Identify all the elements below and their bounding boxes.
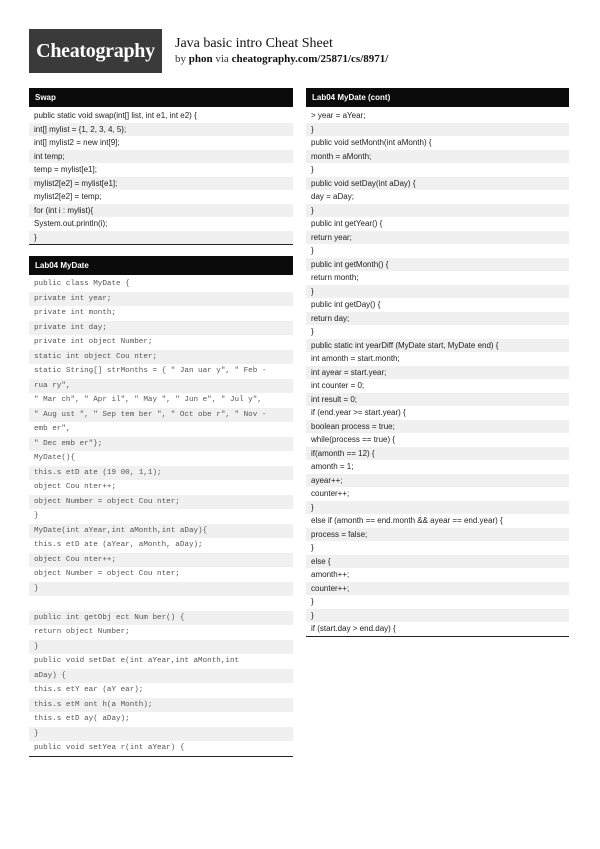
code-line: return day; (306, 312, 569, 326)
code-line: public void setMonth(int aMonth) { (311, 138, 432, 147)
code-line: object Number = object Cou nter; (29, 495, 293, 510)
code-line: } (311, 165, 314, 174)
code-line: counter++; (311, 489, 350, 498)
code-line: } (29, 582, 293, 597)
code-line: temp = mylist[e1]; (34, 165, 97, 174)
code-line: MyDate(){ (34, 454, 76, 462)
sheet-title: Java basic intro Cheat Sheet (175, 36, 333, 51)
code-line: int temp; (29, 150, 293, 164)
code-line: emb er", (34, 425, 71, 433)
code-line: } (306, 609, 569, 623)
code-line: for (int i : mylist){ (29, 204, 293, 218)
code-line: process = false; (306, 528, 569, 542)
code-line: " Mar ch", " Apr il", " May ", " Jun e", " Jul y", (34, 396, 262, 404)
code-line: } (29, 231, 293, 245)
code-line: while(process == true) { (311, 435, 396, 444)
code-line: return object Number; (34, 628, 130, 636)
code-line: > year = aYear; (311, 111, 366, 120)
code-line: System.out.println(i); (34, 219, 108, 228)
code-line: aDay) { (29, 669, 293, 684)
code-line: } (34, 512, 39, 520)
code-line: " Aug ust ", " Sep tem ber ", " Oct obe r", " Nov - (29, 408, 293, 423)
code-block (29, 107, 293, 244)
code-line: counter++; (306, 582, 569, 596)
code-line: private int object Number; (34, 338, 153, 346)
code-line: public static int yearDiff (MyDate start, MyDate end) { (306, 339, 569, 353)
code-line: object Cou nter++; (34, 483, 117, 491)
code-line: private int year; (29, 292, 293, 307)
code-line: public static void swap(int[] list, int e1, int e2) { (34, 111, 197, 120)
code-line: int result = 0; (306, 393, 569, 407)
author-link[interactable]: phon (188, 53, 213, 65)
code-block (29, 275, 293, 756)
code-line: else if (amonth == end.month && ayear == end.year) { (311, 516, 503, 525)
code-line: public void setDay(int aDay) { (306, 177, 569, 191)
code-line: this.s etY ear (aY ear); (34, 686, 144, 694)
code-line: public int getYear() { (311, 219, 383, 228)
code-line: int ayear = start.year; (306, 366, 569, 380)
code-line: ayear++; (306, 474, 569, 488)
code-line: static String[] strMonths = { " Jan uar y", " Feb - (34, 367, 267, 375)
code-line: public void setDat e(int aYear,int aMonth,int (34, 657, 240, 665)
code-line: public int getDay() { (311, 300, 381, 309)
code-line: public int getMonth() { (306, 258, 569, 272)
code-line: mylist2[e2] = temp; (34, 192, 102, 201)
cheatography-logo[interactable]: Cheatography (29, 29, 162, 73)
byline-via: via (215, 53, 229, 65)
section-title: Swap (29, 88, 293, 107)
lab04-mydate-cont-section (306, 88, 569, 637)
code-line: else { (306, 555, 569, 569)
code-line: if(amonth == 12) { (306, 447, 569, 461)
code-line: if (end.year >= start.year) { (311, 408, 406, 417)
code-line: int[] mylist = {1, 2, 3, 4, 5}; (29, 123, 293, 137)
code-line: private int day; (29, 321, 293, 336)
code-line: return year; (306, 231, 569, 245)
code-line: rua ry", (29, 379, 293, 394)
code-line: amonth = 1; (311, 462, 354, 471)
code-line: this.s etD ate (aYear, aMonth, aDay); (34, 541, 203, 549)
code-line: public int getObj ect Num ber() { (29, 611, 293, 626)
code-line: mylist2[e2] = mylist[e1]; (29, 177, 293, 191)
code-line: } (306, 204, 569, 218)
code-line: MyDate(int aYear,int aMonth,int aDay){ (29, 524, 293, 539)
code-line: } (306, 501, 569, 515)
code-line: private int month; (34, 309, 117, 317)
code-line: } (311, 543, 314, 552)
code-line: } (311, 246, 314, 255)
code-line: amonth++; (311, 570, 350, 579)
code-line (29, 596, 293, 611)
section-title: Lab04 MyDate (29, 256, 293, 275)
code-line: int counter = 0; (311, 381, 365, 390)
code-line: } (311, 327, 314, 336)
code-line: } (311, 597, 314, 606)
code-line: static int object Cou nter; (29, 350, 293, 365)
code-line: } (306, 285, 569, 299)
byline-by: by (175, 53, 186, 65)
section-title: Lab04 MyDate (cont) (306, 88, 569, 107)
code-line: " Dec emb er"}; (29, 437, 293, 452)
code-line: public void setYea r(int aYear) { (34, 744, 185, 752)
code-line: return month; (311, 273, 359, 282)
code-line: this.s etD ay( aDay); (34, 715, 130, 723)
code-block (306, 107, 569, 636)
sheet-url-link[interactable]: cheatography.com/25871/cs/8971/ (231, 53, 389, 65)
code-line: } (306, 123, 569, 137)
code-line: if (start.day > end.day) { (311, 624, 396, 633)
code-line: int amonth = start.month; (311, 354, 400, 363)
code-line: this.s etD ate (19 00, 1,1); (29, 466, 293, 481)
code-line: day = aDay; (311, 192, 354, 201)
code-line: } (29, 640, 293, 655)
code-line: boolean process = true; (306, 420, 569, 434)
code-line: object Cou nter++; (29, 553, 293, 568)
code-line: public class MyDate { (34, 280, 130, 288)
code-line: int[] mylist2 = new int[9]; (34, 138, 120, 147)
code-line: } (29, 727, 293, 742)
swap-section (29, 88, 293, 245)
code-line: this.s etM ont h(a Month); (29, 698, 293, 713)
byline (175, 53, 388, 65)
lab04-mydate-section (29, 256, 293, 757)
code-line: month = aMonth; (306, 150, 569, 164)
code-line: object Number = object Cou nter; (34, 570, 180, 578)
